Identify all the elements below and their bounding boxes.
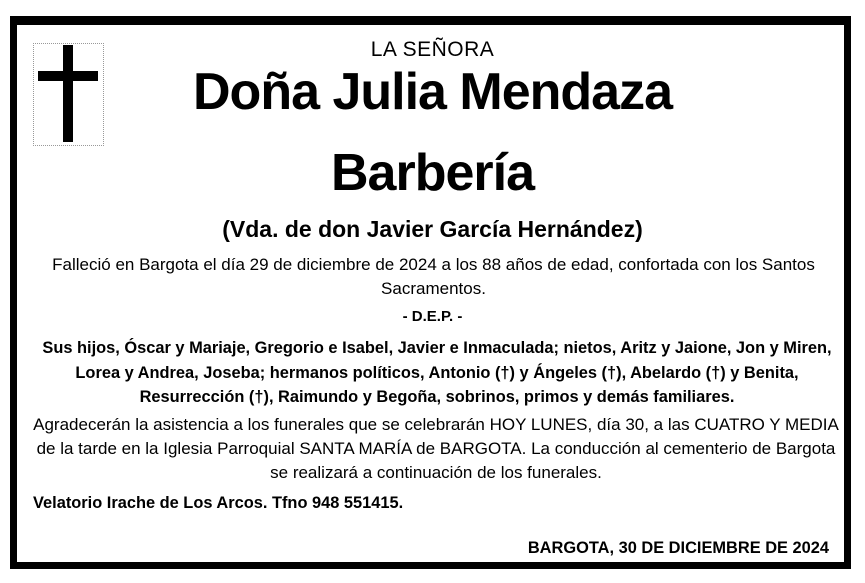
place-date: BARGOTA, 30 DE DICIEMBRE DE 2024 <box>527 539 829 557</box>
dep-text: - D.E.P. - <box>402 308 463 325</box>
family-list: Sus hijos, Óscar y Mariaje, Gregorio e Isabel, Javier e Inmaculada; nietos, Aritz y Jaione, Jon y Miren, Lorea y Andrea, Joseba; hermanos políticos, Antonio (†) y Ángeles (†), Abelardo (†) y Benita, Resurrección (†), Raimundo y Begoña, sobrinos, primos y demás familiares. <box>42 339 832 406</box>
intro-text: LA SEÑORA <box>370 38 495 61</box>
wake-info: Velatorio Irache de Los Arcos. Tfno 948 551415. <box>33 494 404 512</box>
deceased-name-line1: Doña Julia Mendaza <box>193 63 672 121</box>
widow-of-text: (Vda. de don Javier García Hernández) <box>222 216 643 242</box>
death-notice: Falleció en Bargota el día 29 de diciembre de 2024 a los 88 años de edad, confortada con los Santos Sacramentos. <box>52 255 815 298</box>
deceased-name-line2: Barbería <box>331 144 534 202</box>
funeral-details: Agradecerán la asistencia a los funerales que se celebrarán HOY LUNES, día 30, a las CUATRO Y MEDIA de la tarde en la Iglesia Parroquial SANTA MARÍA de BARGOTA. La conducción al cementerio de Bargota se realizará a continuación de los funerales. <box>33 415 839 482</box>
